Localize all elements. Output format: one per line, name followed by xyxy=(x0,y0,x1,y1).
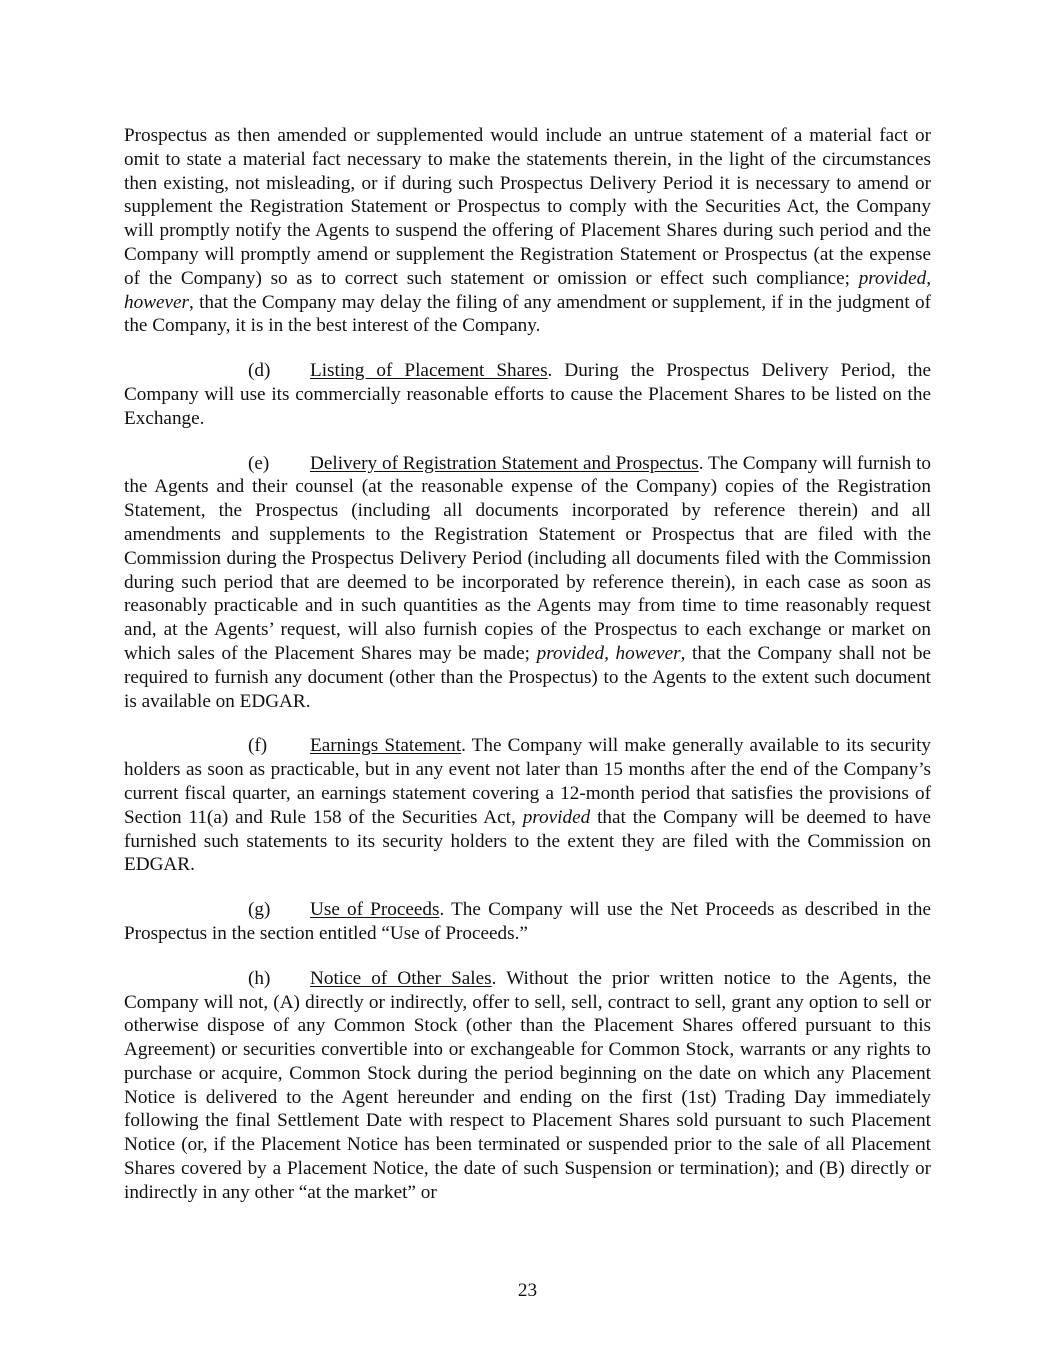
section-g-number: (g) xyxy=(248,899,271,921)
section-d-number: (d) xyxy=(248,360,271,382)
section-g-heading: Use of Proceeds xyxy=(310,899,440,921)
section-f-proviso: provided xyxy=(522,806,591,828)
document-body xyxy=(124,124,931,1205)
section-f-heading: Earnings Statement xyxy=(310,735,462,757)
section-d-body: . During the Prospectus Delivery Period, the Company will use its commercially reasonable efforts to cause the Placement Shares to be listed on the Exchange. xyxy=(124,360,931,429)
section-e-number: (e) xyxy=(248,452,270,474)
section-g-body: . The Company will use the Net Proceeds as described in the Prospectus in the section entitled “Use of Proceeds.” xyxy=(124,899,931,944)
continuation-text-end: , that the Company may delay the filing of any amendment or supplement, if in the judgment of the Company, it is in the best interest of the Company. xyxy=(124,291,931,337)
page-number: 23 xyxy=(517,1280,538,1301)
section-f-body: . The Company will make generally available to its security holders as soon as practicable, but in any event not later than 15 months after the end of the Company’s current fiscal quarter, an earnings statement covering a 12-month period that satisfies the provisions of Section 11(a) and Rule 158 of the Securities Act, xyxy=(124,735,932,828)
section-h-heading: Notice of Other Sales xyxy=(310,967,492,989)
section-d-paragraph xyxy=(124,359,931,430)
section-h-paragraph xyxy=(124,967,931,1205)
section-f-number: (f) xyxy=(248,735,268,757)
continuation-text: Prospectus as then amended or supplemented would include an untrue statement of a material fact or omit to state a material fact necessary to make the statements therein, in the light of the circumstances then existing, not misleading, or if during such Prospectus Delivery Period it is necessary to amend or supplement the Registration Statement or Prospectus to comply with the Securities Act, the Company will promptly notify the Agents to suspend the offering of Placement Shares during such period and the Company will promptly amend or supplement the Registration Statement or Prospectus (at the expense of the Company) so as to correct such statement or omission or effect such compliance; xyxy=(124,125,931,289)
section-d-heading: Listing of Placement Shares xyxy=(310,360,548,382)
section-e-body: . The Company will furnish to the Agents and their counsel (at the reasonable expense of the Company) copies of the Registration Statement, the Prospectus (including all documents incorporated by reference therein) and all amendments and supplements to the Registration Statement or Prospectus that are filed with the Commission during the Prospectus Delivery Period (including all documents filed with the Commission during such period that are deemed to be incorporated by reference therein), in each case as soon as reasonably practicable and in such quantities as the Agents may from time to time reasonably request and, at the Agents’ request, will also furnish copies of the Prospectus to each exchange or market on which sales of the Placement Shares may be made; xyxy=(124,452,932,664)
section-f-body-end: that the Company will be deemed to have furnished such statements to its security holders to the extent they are filed with the Commission on EDGAR. xyxy=(124,806,932,876)
section-h-number: (h) xyxy=(248,967,271,989)
section-e-body-end: , that the Company shall not be required to furnish any document (other than the Prospectus) to the Agents to the extent such document is available on EDGAR. xyxy=(124,642,931,712)
section-f-paragraph xyxy=(124,734,931,877)
section-e-proviso: provided, however xyxy=(536,642,681,664)
section-e-paragraph xyxy=(124,452,931,714)
section-h-body: . Without the prior written notice to the Agents, the Company will not, (A) directly or indirectly, offer to sell, sell, contract to sell, grant any option to sell or otherwise dispose of any Common Stock (other than the Placement Shares offered pursuant to this Agreement) or securities convertible into or exchangeable for Common Stock, warrants or any rights to purchase or acquire, Common Stock during the period beginning on the date on which any Placement Notice is delivered to the Agent hereunder and ending on the first (1st) Trading Day immediately following the final Settlement Date with respect to Placement Shares sold pursuant to such Placement Notice (or, if the Placement Notice has been terminated or suspended prior to the sale of all Placement Shares covered by a Placement Notice, the date of such Suspension or termination); and (B) directly or indirectly in any other “at the market” or xyxy=(124,967,932,1203)
continuation-paragraph xyxy=(124,124,931,338)
section-g-paragraph xyxy=(124,898,931,946)
section-e-heading: Delivery of Registration Statement and Prospectus xyxy=(310,452,699,474)
continuation-proviso: provided, however xyxy=(124,267,931,313)
